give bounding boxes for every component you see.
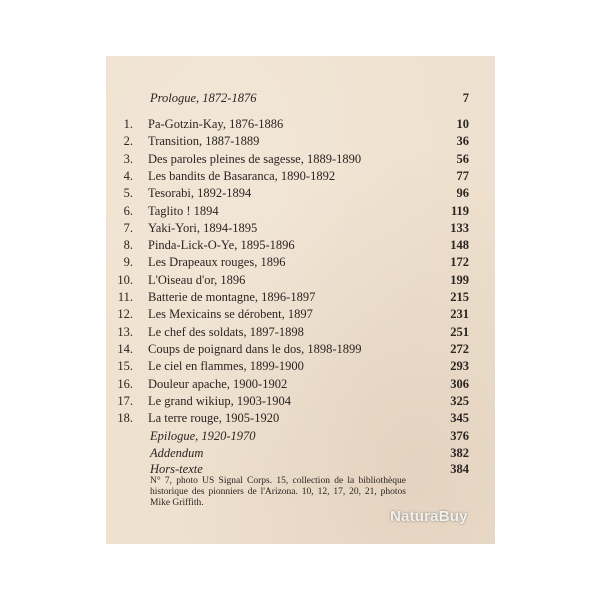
- toc-chapter-row: [106, 116, 495, 133]
- chapter-number: 16.: [117, 376, 133, 391]
- chapter-page: 148: [450, 238, 469, 253]
- toc-chapter-row: [106, 272, 495, 289]
- chapter-page: 231: [450, 307, 469, 322]
- watermark-logo: NaturaBuy: [390, 508, 468, 525]
- toc-chapter-row: [106, 324, 495, 341]
- toc-title: Epilogue, 1920-1970: [150, 429, 256, 443]
- chapter-number: 4.: [123, 168, 133, 183]
- chapter-title: Tesorabi, 1892-1894: [148, 186, 252, 201]
- toc-page: 376: [450, 429, 469, 443]
- toc-title: Addendum: [150, 446, 204, 460]
- chapter-title: Batterie de montagne, 1896-1897: [148, 290, 316, 304]
- chapter-title: Les bandits de Basaranca, 1890-1892: [148, 168, 336, 183]
- toc-addendum: [106, 445, 495, 462]
- chapter-page: 96: [456, 186, 469, 201]
- toc-page: 384: [450, 462, 469, 476]
- chapter-page: 325: [450, 393, 469, 408]
- chapter-number: 5.: [123, 186, 133, 201]
- chapter-number: 7.: [123, 220, 133, 235]
- toc-chapter-row: [106, 133, 495, 150]
- chapter-number: 9.: [123, 255, 133, 270]
- toc-chapter-row: [106, 341, 495, 358]
- chapter-title: Le chef des soldats, 1897-1898: [148, 324, 304, 339]
- chapter-page: 251: [450, 324, 469, 339]
- chapter-page: 77: [456, 168, 469, 183]
- chapter-page: 172: [450, 255, 469, 270]
- toc-chapter-row: [106, 151, 495, 168]
- chapter-title: Pa-Gotzin-Kay, 1876-1886: [148, 117, 284, 131]
- toc-chapter-row: [106, 203, 495, 220]
- chapter-title: La terre rouge, 1905-1920: [148, 411, 280, 426]
- photo-credits-note: N° 7, photo US Signal Corps. 15, collection de la bibliothèque historique des pionniers de l'Arizona. 10, 12, 17, 20, 21, photos Mike Griffith.: [150, 476, 406, 508]
- toc-title: Prologue, 1872-1876: [150, 91, 257, 105]
- chapter-title: Des paroles pleines de sagesse, 1889-1890: [148, 151, 362, 166]
- chapter-page: 306: [450, 376, 469, 391]
- toc-epilogue: [106, 428, 495, 445]
- chapter-number: 12.: [117, 307, 133, 322]
- chapter-title: L'Oiseau d'or, 1896: [148, 272, 246, 287]
- chapter-page: 119: [450, 203, 469, 218]
- chapter-number: 8.: [123, 238, 133, 253]
- chapter-page: 36: [456, 134, 469, 149]
- chapter-title: Pinda-Lick-O-Ye, 1895-1896: [148, 238, 295, 253]
- toc-chapter-row: [106, 220, 495, 237]
- chapter-number: 18.: [117, 411, 133, 426]
- toc-title: Hors-texte: [150, 462, 203, 476]
- toc-chapter-row: [106, 185, 495, 202]
- chapter-title: Le grand wikiup, 1903-1904: [148, 393, 292, 408]
- toc-page: 7: [462, 91, 469, 105]
- toc-chapter-row: [106, 376, 495, 393]
- chapter-title: Transition, 1887-1889: [148, 134, 260, 149]
- chapter-page: 345: [450, 411, 469, 426]
- chapter-page: 199: [450, 272, 469, 287]
- chapter-number: 2.: [123, 134, 133, 149]
- chapter-page: 10: [456, 117, 469, 131]
- toc-chapter-row: [106, 410, 495, 427]
- chapter-number: 15.: [117, 359, 133, 374]
- chapter-title: Taglito ! 1894: [148, 203, 219, 218]
- toc-chapter-row: [106, 237, 495, 254]
- chapter-number: 6.: [123, 203, 133, 218]
- chapter-number: 14.: [117, 341, 133, 356]
- toc-page: 382: [450, 446, 469, 460]
- chapter-page: 215: [450, 290, 469, 304]
- chapter-page: 293: [450, 359, 469, 374]
- toc-chapter-row: [106, 306, 495, 323]
- chapter-title: Le ciel en flammes, 1899-1900: [148, 359, 304, 374]
- book-page: [106, 56, 495, 544]
- chapter-page: 272: [450, 341, 469, 356]
- chapter-number: 10.: [117, 272, 133, 287]
- chapter-title: Douleur apache, 1900-1902: [148, 376, 288, 391]
- chapter-title: Coups de poignard dans le dos, 1898-1899: [148, 341, 362, 356]
- chapter-number: 1.: [123, 117, 133, 131]
- toc-chapter-row: [106, 393, 495, 410]
- chapter-title: Yaki-Yori, 1894-1895: [148, 220, 258, 235]
- chapter-number: 17.: [117, 393, 133, 408]
- chapter-title: Les Drapeaux rouges, 1896: [148, 255, 286, 270]
- chapter-page: 133: [450, 220, 469, 235]
- toc-prologue: [106, 90, 495, 107]
- chapter-title: Les Mexicains se dérobent, 1897: [148, 307, 313, 322]
- chapter-page: 56: [456, 151, 469, 166]
- chapter-number: 3.: [123, 151, 133, 166]
- toc-chapter-row: [106, 289, 495, 306]
- toc-chapter-row: [106, 358, 495, 375]
- toc-chapter-row: [106, 168, 495, 185]
- chapter-number: 11.: [117, 290, 133, 304]
- chapter-number: 13.: [117, 324, 133, 339]
- toc-chapter-row: [106, 254, 495, 271]
